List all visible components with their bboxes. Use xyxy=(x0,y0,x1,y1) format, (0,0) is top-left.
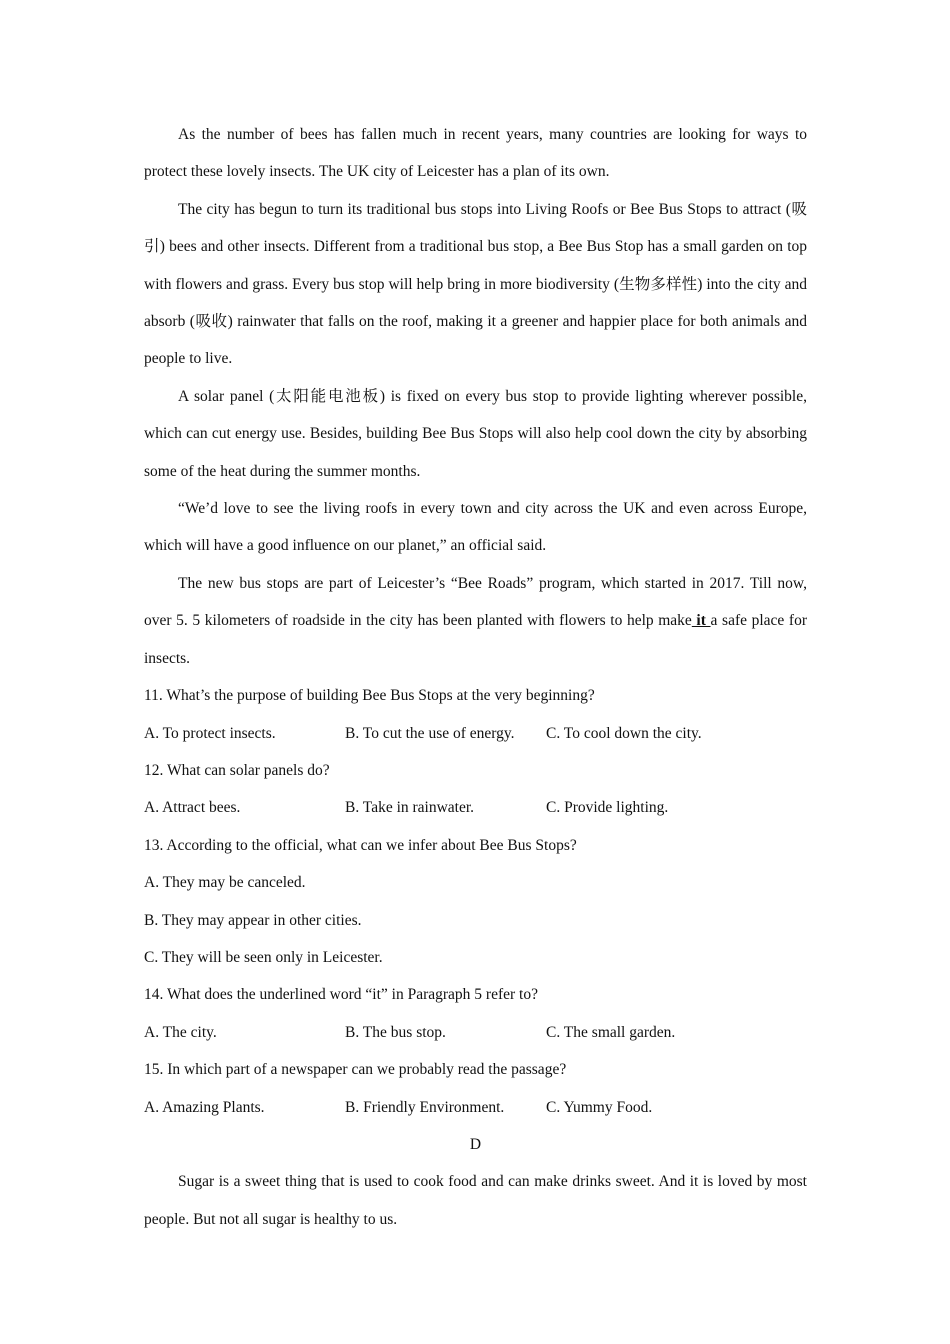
section-d-heading: D xyxy=(469,1135,482,1153)
paragraph-5-text-end: a safe place for insects. xyxy=(144,612,807,667)
question-15-option-a: A. Amazing Plants. xyxy=(144,1098,265,1116)
question-15-option-b: B. Friendly Environment. xyxy=(345,1098,505,1116)
question-12-options xyxy=(144,789,807,826)
passage-c-paragraph-2: The city has begun to turn its traditional bus stops into Living Roofs or Bee Bus Stops to attract (吸引) bees and other insects. Different from a traditional bus stop, a Bee Bus Stop has a small garden on top with flowers and grass. Every bus stop will help bring in more biodiversity (生物多样性) into the city and absorb (吸收) rainwater that falls on the roof, making it a greener and happier place for both animals and people to live. xyxy=(144,200,807,368)
question-11-options xyxy=(144,715,807,752)
question-12-option-c: C. Provide lighting. xyxy=(546,799,669,817)
question-14-stem: 14. What does the underlined word “it” in Paragraph 5 refer to? xyxy=(144,986,538,1004)
question-12-option-a: A. Attract bees. xyxy=(144,799,241,817)
question-12-stem: 12. What can solar panels do? xyxy=(144,761,330,779)
question-11-stem: 11. What’s the purpose of building Bee Bus Stops at the very beginning? xyxy=(144,687,595,705)
question-14-option-c: C. The small garden. xyxy=(546,1023,676,1041)
passage-c-paragraph-5 xyxy=(144,565,807,677)
passage-c-paragraph-4: “We’d love to see the living roofs in every town and city across the UK and even across Europe, which will have a good influence on our planet,” an official said. xyxy=(144,500,807,555)
question-14-option-a: A. The city. xyxy=(144,1023,217,1041)
question-11-option-a: A. To protect insects. xyxy=(144,724,276,742)
paragraph-5-text-start: The new bus stops are part of Leicester’s “Bee Roads” program, which started in 2017. Till now, over 5. 5 kilometers of roadside in the city has been planted with flowers to help make xyxy=(144,574,807,630)
question-13-option-b: B. They may appear in other cities. xyxy=(144,911,362,929)
question-13-stem: 13. According to the official, what can we infer about Bee Bus Stops? xyxy=(144,836,577,854)
question-15-options xyxy=(144,1089,807,1126)
question-13-option-c: C. They will be seen only in Leicester. xyxy=(144,948,383,966)
question-15-option-c: C. Yummy Food. xyxy=(546,1098,653,1116)
question-11-option-c: C. To cool down the city. xyxy=(546,724,702,742)
question-14-option-b: B. The bus stop. xyxy=(345,1023,446,1041)
question-15-stem: 15. In which part of a newspaper can we probably read the passage? xyxy=(144,1061,567,1079)
passage-d-paragraph-1: Sugar is a sweet thing that is used to cook food and can make drinks sweet. And it is loved by most people. But not all sugar is healthy to us. xyxy=(144,1173,807,1228)
passage-c-paragraph-1: As the number of bees has fallen much in recent years, many countries are looking for ways to protect these lovely insects. The UK city of Leicester has a plan of its own. xyxy=(144,126,807,181)
question-12-option-b: B. Take in rainwater. xyxy=(345,799,475,817)
passage-c-paragraph-3: A solar panel (太阳能电池板) is fixed on every bus stop to provide lighting wherever possible, which can cut energy use. Besides, building Bee Bus Stops will also help cool down the city by absorbing some of the heat during the summer months. xyxy=(144,387,807,480)
question-14-options xyxy=(144,1014,807,1051)
question-11-option-b: B. To cut the use of energy. xyxy=(345,724,515,742)
underlined-word-it: it xyxy=(691,612,711,630)
document-page xyxy=(144,116,807,1238)
question-13-option-a: A. They may be canceled. xyxy=(144,874,306,892)
